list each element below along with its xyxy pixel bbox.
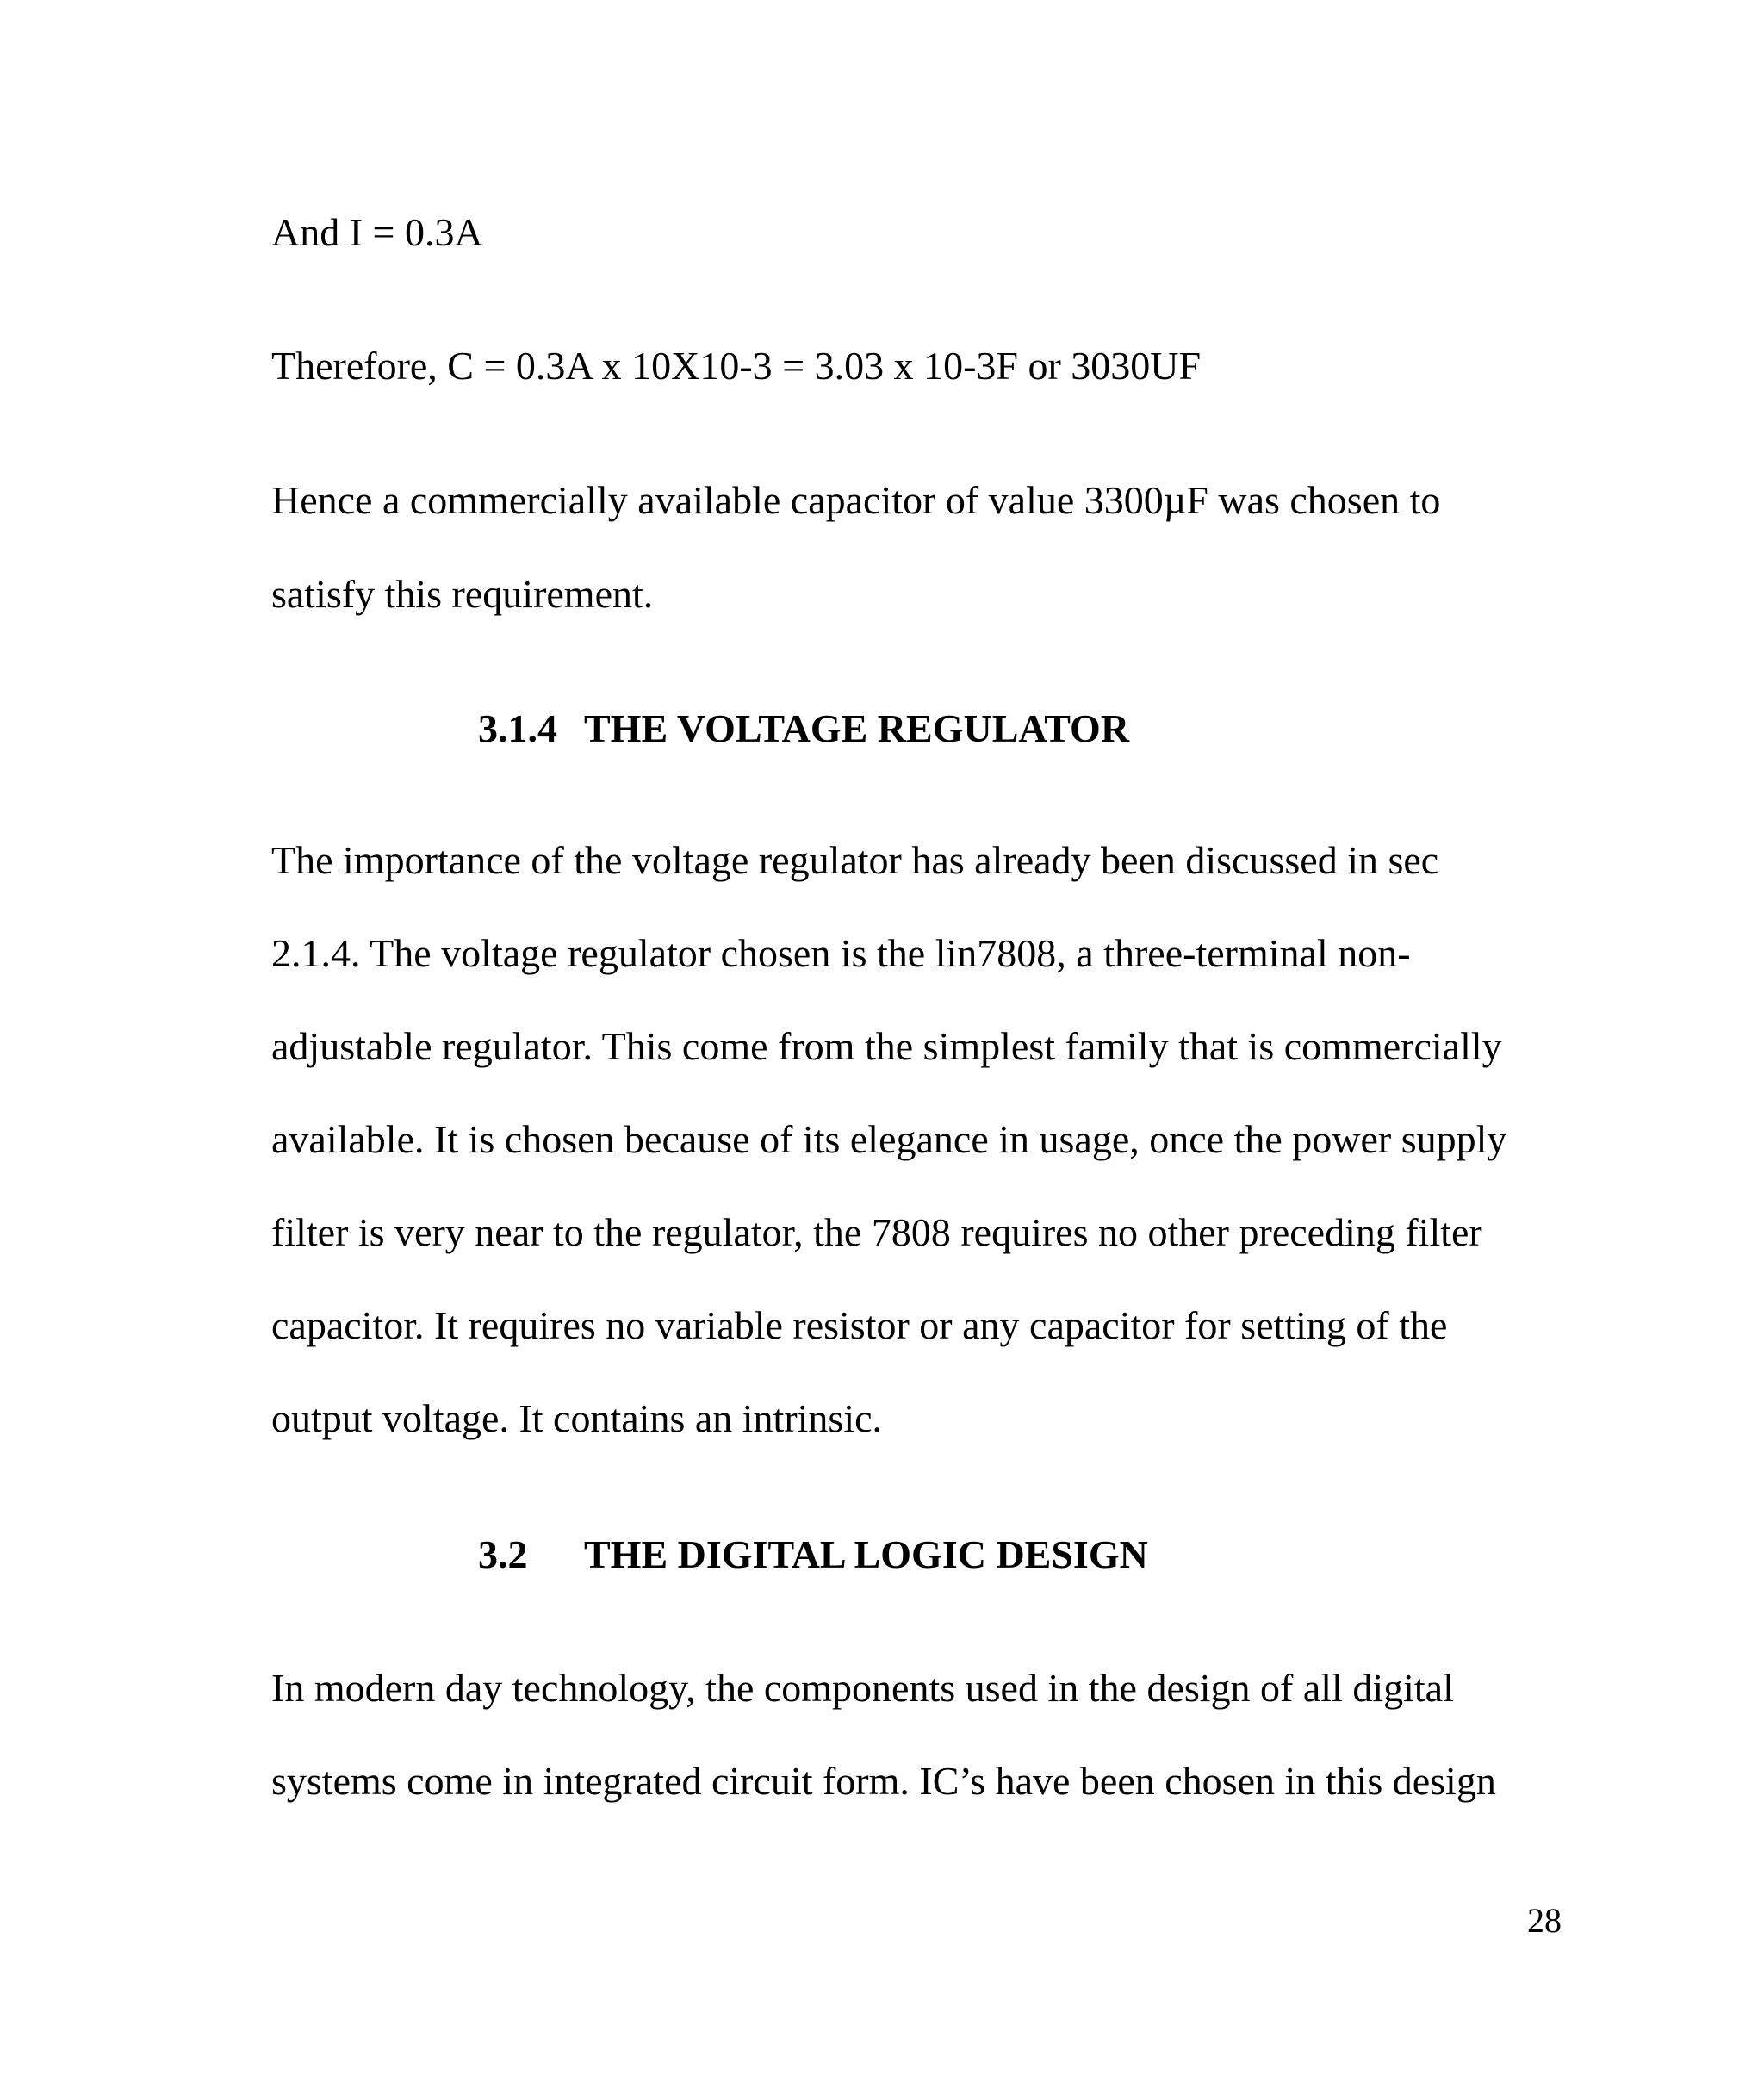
text-line: output voltage. It contains an intrinsic.	[271, 1396, 883, 1440]
text-line: Therefore, C = 0.3A x 10X10-3 = 3.03 x 10-3F or 3030UF	[271, 344, 1202, 388]
text-line: satisfy this requirement.	[271, 572, 654, 616]
text-line: In modern day technology, the components used in the design of all digital	[271, 1666, 1454, 1710]
text-line: 2.1.4. The voltage regulator chosen is the lin7808, a three-terminal non-	[271, 931, 1411, 975]
text-line: And I = 0.3A	[271, 210, 483, 254]
text-line: available. It is chosen because of its elegance in usage, once the power supply	[271, 1117, 1507, 1161]
text-line: The importance of the voltage regulator has already been discussed in sec	[271, 838, 1439, 882]
text-line: adjustable regulator. This come from the simplest family that is commercially	[271, 1024, 1502, 1068]
text-line: Hence a commercially available capacitor of value 3300µF was chosen to	[271, 478, 1441, 522]
section-number: 3.2	[478, 1532, 528, 1576]
text-line: capacitor. It requires no variable resistor or any capacitor for setting of the	[271, 1303, 1448, 1347]
page-number: 28	[1527, 1901, 1562, 1940]
section-title: THE DIGITAL LOGIC DESIGN	[584, 1532, 1148, 1576]
text-line: filter is very near to the regulator, the 7808 requires no other preceding filter	[271, 1210, 1482, 1254]
section-number: 3.1.4	[478, 706, 557, 750]
section-title: THE VOLTAGE REGULATOR	[584, 706, 1130, 750]
text-line: systems come in integrated circuit form. IC’s have been chosen in this design	[271, 1759, 1496, 1803]
